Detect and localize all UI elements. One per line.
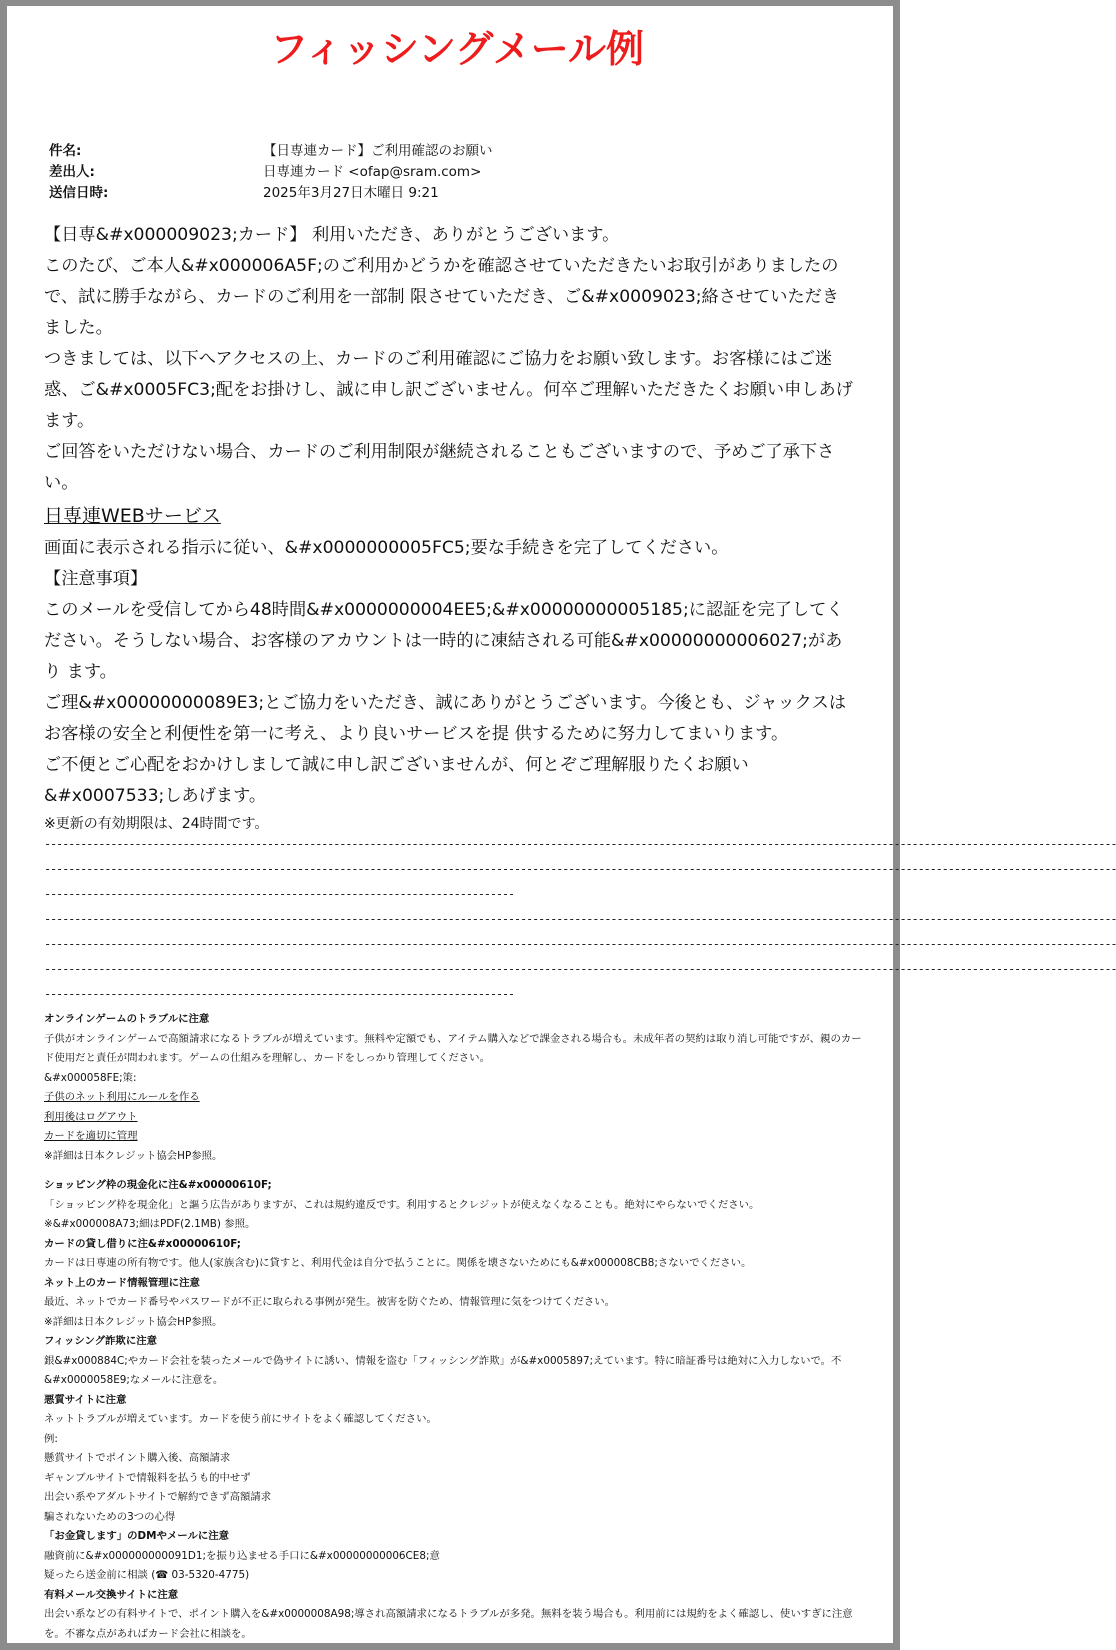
body-paragraph-6: ご理&#x00000000089E3;とご協力をいただき、誠にありがとうございます。今後とも、ジャックスはお客様の安全と利便性を第一に考え、より良いサービスを提 供するために努力してまいります。	[44, 693, 847, 744]
body-paragraph-7: ご不便とご心配をおかけしまして誠に申し訳ございませんが、何とぞご理解服りたくお願い&#x0007533;しあげます。	[44, 755, 749, 806]
measure-link-3[interactable]: カードを適切に管理	[44, 1130, 138, 1142]
dash-line: ------------------------------------------------------------------------------	[44, 987, 514, 1001]
measure-link-1[interactable]: 子供のネット利用にルールを作る	[44, 1091, 200, 1103]
example-3: 出会い系やアダルトサイトで解約できず高額請求	[44, 1491, 272, 1503]
tips-heading: 騙されないための3つの心得	[44, 1510, 176, 1523]
online-game-heading: オンラインゲームのトラブルに注意	[44, 1013, 210, 1025]
lending-text: カードは日専連の所有物です。他人(家族含む)に貸すと、利用代金は自分で払うことに。関係を壊さないためにも&#x000008CB8;さないでください。	[44, 1257, 752, 1269]
info-ref: ※詳細は日本クレジット協会HP参照。	[44, 1315, 223, 1328]
from-label: 差出人:	[49, 164, 95, 180]
bad-site-heading: 悪質サイトに注意	[44, 1393, 127, 1406]
dash-line: ----------------------------------------------------------------------------------------------------------------------------------------------------------------------------------	[44, 937, 1116, 951]
dash-line: ----------------------------------------------------------------------------------------------------------------------------------------------------------------------------------	[44, 962, 1116, 976]
example-1: 懸賞サイトでポイント購入後、高額請求	[44, 1452, 231, 1464]
measures-ref: ※詳細は日本クレジット協会HP参照。	[44, 1149, 223, 1162]
dash-line: ----------------------------------------------------------------------------------------------------------------------------------------------------------------------------------	[44, 862, 1116, 876]
shopping-heading: ショッピング枠の現金化に注&#x00000610F;	[44, 1179, 272, 1191]
body-paragraph-4: 画面に表示される指示に従い、&#x0000000005FC5;要な手続きを完了してください。	[44, 538, 729, 558]
paid-mail-text: 出会い系などの有料サイトで、ポイント購入を&#x0000008A98;導され高額請求になるトラブルが多発。無料を装う場合も。利用前には規約をよく確認し、使いすぎに注意を。不審な点があればカード会社に相談を。	[44, 1608, 853, 1640]
phishing-heading: フィッシング詐欺に注意	[44, 1335, 157, 1347]
notice-heading: 【注意事項】	[44, 569, 148, 589]
dash-line: ----------------------------------------------------------------------------------------------------------------------------------------------------------------------------------	[44, 912, 1116, 926]
dash-line: ------------------------------------------------------------------------------	[44, 887, 514, 901]
expiry-note: ※更新の有効期限は、24時間です。	[44, 816, 269, 832]
body-paragraph-2: つきましては、以下へアクセスの上、カードのご利用確認にご協力をお願い致します。お客様にはご迷惑、ご&#x0005FC3;配をお掛けし、誠に申し訳ございません。何卒ご理解いただきたくお願い申しあげます。	[44, 349, 853, 431]
phishing-text: 銀&#x000884C;やカード会社を装ったメールで偽サイトに誘い、情報を盗む「フィッシング詐欺」が&#x0005897;えています。特に暗証番号は絶対に入力しないで。不&#x0000058E9;なメールに注意を。	[44, 1354, 842, 1386]
online-game-text: 子供がオンラインゲームで高額請求になるトラブルが増えています。無料や定額でも、アイテム購入などで課金される場合も。未成年者の契約は取り消し可能ですが、親のカード使用だと責任が問われます。ゲームの仕組みを理解し、カードをしっかり管理してください。	[44, 1032, 862, 1064]
lending-heading: カードの貸し借りに注&#x00000610F;	[44, 1237, 241, 1250]
security-notes	[44, 1010, 864, 1644]
example-2: ギャンブルサイトで情報料を払うも的中せず	[44, 1471, 251, 1484]
email-body	[44, 220, 856, 837]
date-value: 2025年3月27日木曜日 9:21	[263, 185, 439, 201]
from-value: 日専連カード <ofap@sram.com>	[263, 164, 482, 180]
date-label: 送信日時:	[49, 185, 109, 201]
body-paragraph-5: このメールを受信してから48時間&#x0000000004EE5;&#x00000000005185;に認証を完了してください。そうしない場合、お客様のアカウントは一時的に凍結される可能&#x00000000006027;があり ます。	[44, 600, 844, 682]
info-heading: ネット上のカード情報管理に注意	[44, 1276, 200, 1289]
bad-site-text: ネットトラブルが増えています。カードを使う前にサイトをよく確認してください。	[44, 1413, 437, 1425]
examples-label: 例:	[44, 1432, 58, 1445]
measure-link-2[interactable]: 利用後はログアウト	[44, 1110, 138, 1123]
greeting: 【日専&#x000009023;カード】 利用いただき、ありがとうございます。	[44, 225, 620, 245]
body-paragraph-3: ご回答をいただけない場合、カードのご利用制限が継続されることもございますので、予めご了承下さい。	[44, 442, 835, 493]
separator-block	[44, 832, 1116, 1007]
money-contact: 疑ったら送金前に相談 (☎ 03-5320-4775)	[44, 1569, 250, 1581]
measures-label: &#x000058FE;策:	[44, 1071, 137, 1084]
info-text: 最近、ネットでカード番号やパスワードが不正に取られる事例が発生。被害を防ぐため、情報管理に気をつけてください。	[44, 1296, 616, 1308]
shopping-ref: ※&#x000008A73;細はPDF(2.1MB) 参照。	[44, 1218, 256, 1230]
dash-line: ----------------------------------------------------------------------------------------------------------------------------------------------------------------------------------	[44, 837, 1116, 851]
spacer	[44, 1166, 864, 1176]
body-paragraph-1: このたび、ご本人&#x000006A5F;のご利用かどうかを確認させていただきたいお取引がありましたので、試に勝手ながら、カードのご利用を一部制 限させていただき、ご&#x0009023;絡させていただきました。	[44, 256, 840, 338]
subject-value: 【日専連カード】ご利用確認のお願い	[263, 143, 493, 159]
paid-mail-heading: 有料メール交換サイトに注意	[44, 1588, 179, 1601]
money-text: 融資前に&#x000000000091D1;を振り込ませる手口に&#x00000000006CE8;意	[44, 1549, 440, 1562]
page-title: フィッシングメール例	[269, 27, 645, 71]
subject-label: 件名:	[49, 143, 82, 159]
money-heading: 「お金貸します」のDMやメールに注意	[44, 1530, 230, 1542]
shopping-text: 「ショッピング枠を現金化」と謳う広告がありますが、これは規約違反です。利用するとクレジットが使えなくなることも。絶対にやらないでください。	[44, 1198, 760, 1211]
service-link[interactable]: 日専連WEBサービス	[44, 505, 221, 527]
